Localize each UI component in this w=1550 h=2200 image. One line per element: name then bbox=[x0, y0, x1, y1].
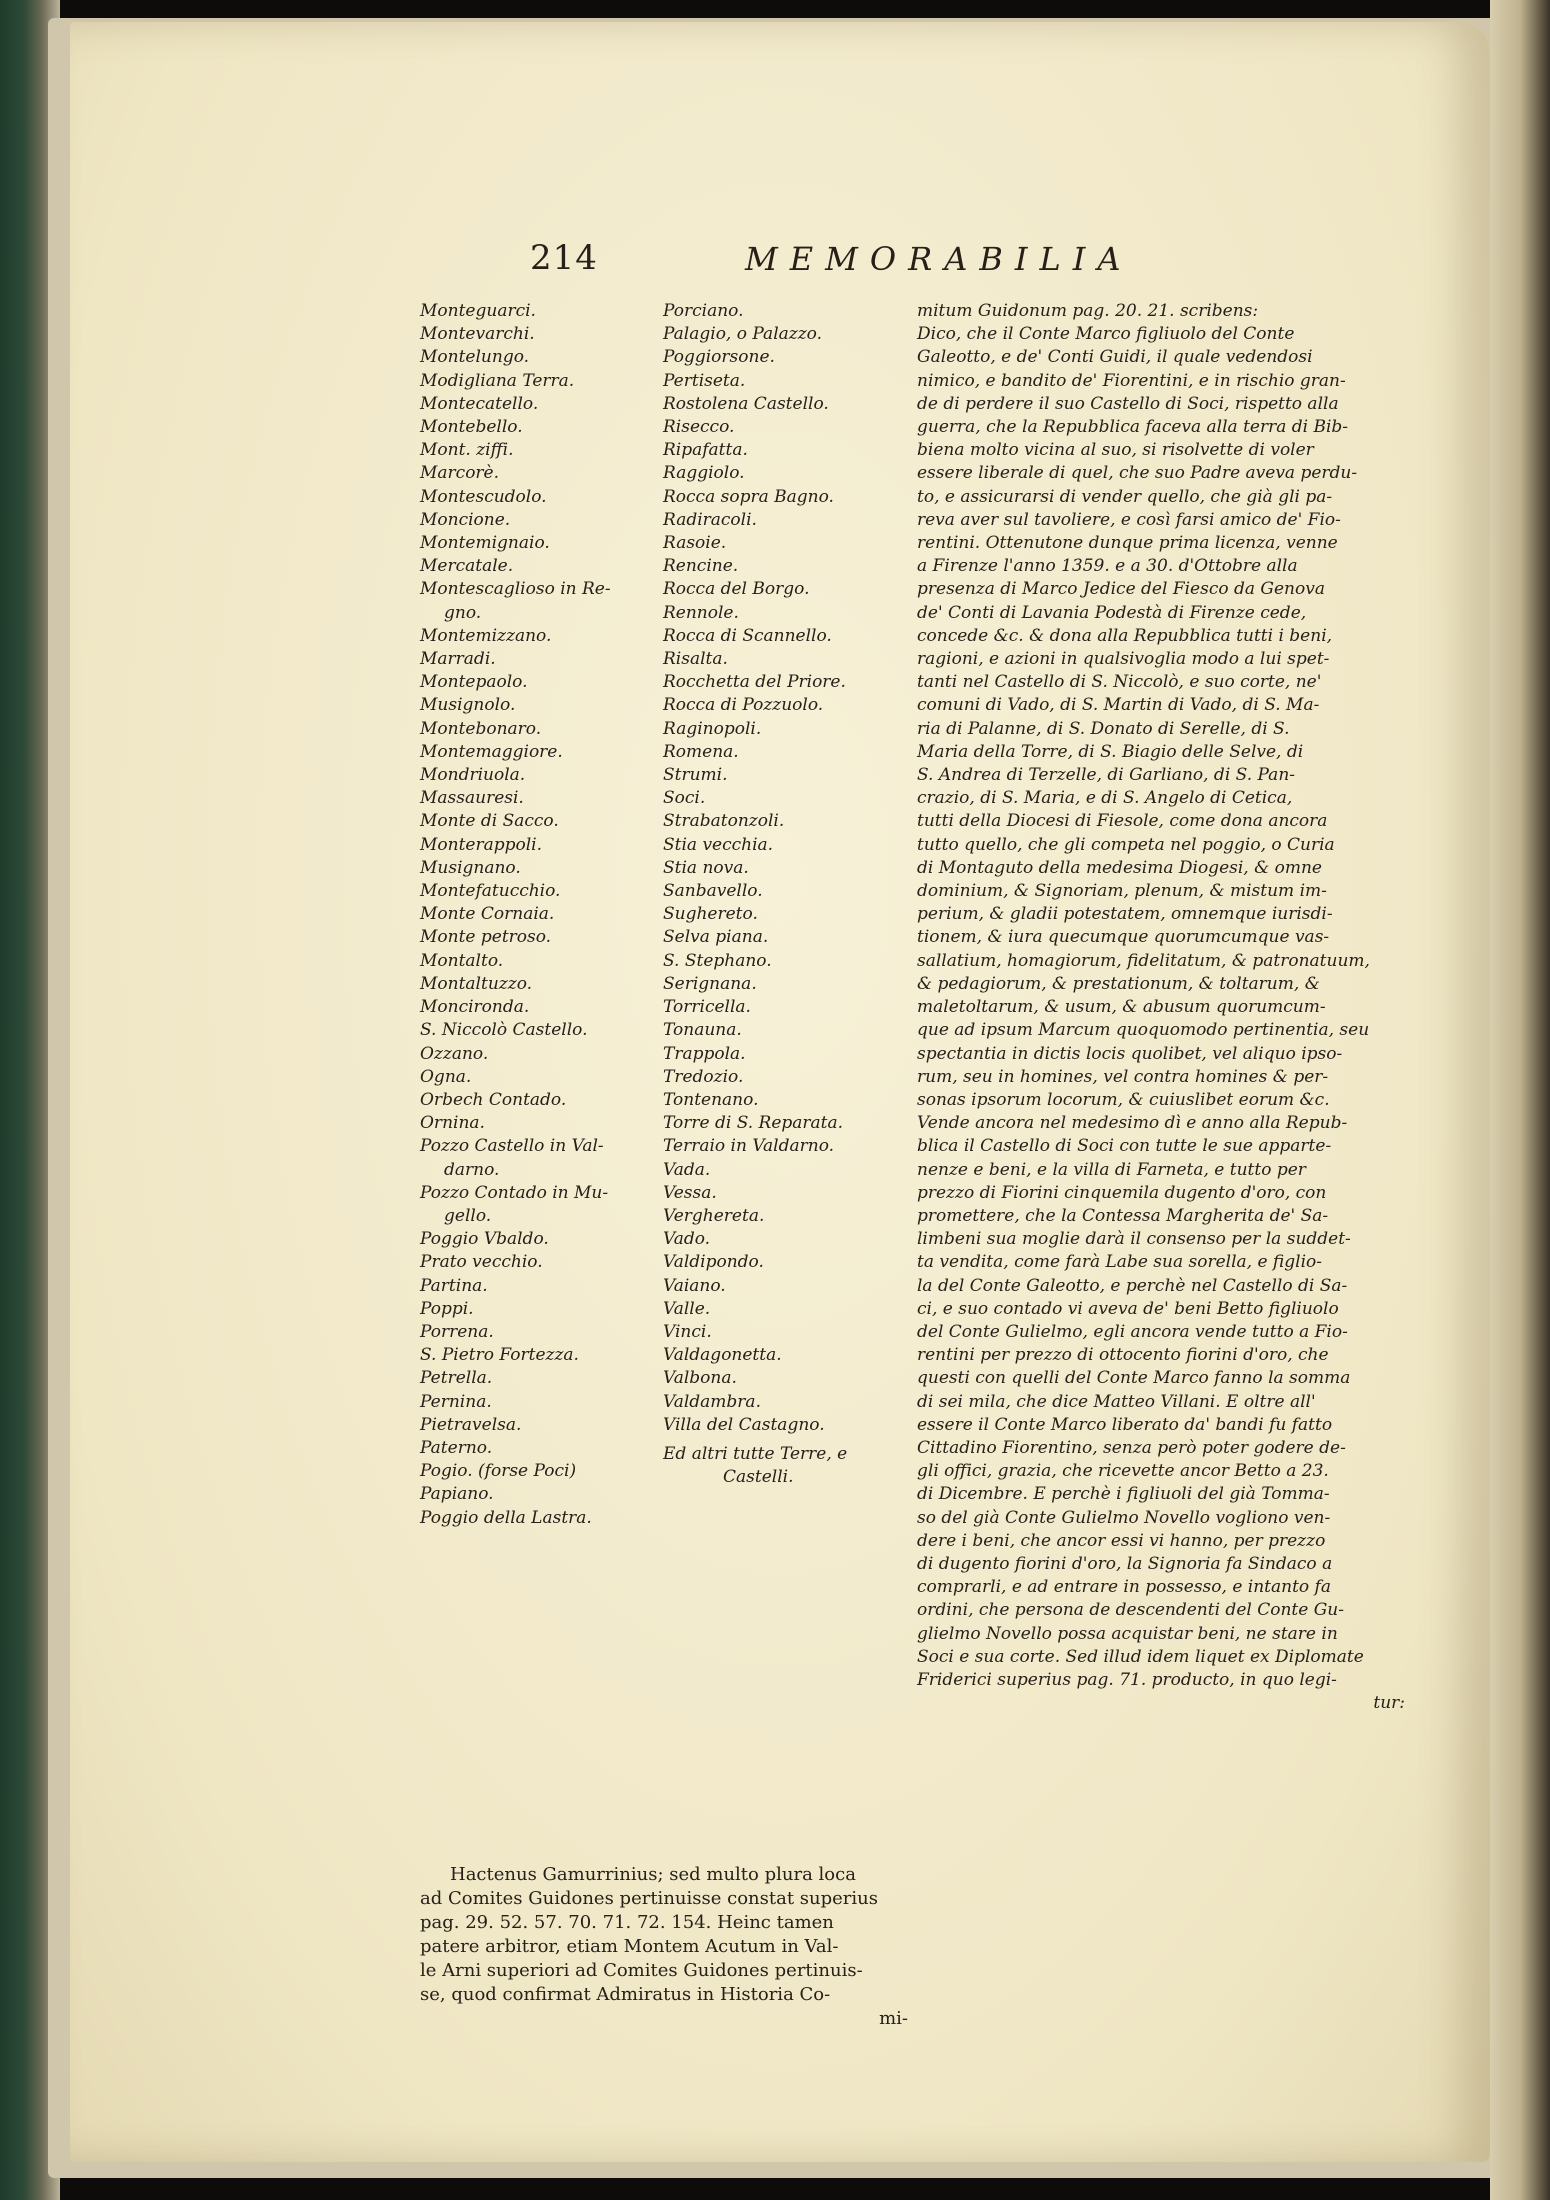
text-line: ta vendita, come farà Labe sua sorella, e figlio- bbox=[917, 1252, 1322, 1273]
text-line: Friderici superius pag. 71. producto, in quo legi- bbox=[917, 1669, 1337, 1690]
text-line: di sei mila, che dice Matteo Villani. E oltre all' bbox=[917, 1391, 1316, 1412]
text-line: di Montaguto della medesima Diogesi, & omne bbox=[917, 857, 1322, 878]
place-name: Poggio Vbaldo. bbox=[420, 1229, 549, 1250]
place-name: Radiracoli. bbox=[663, 509, 757, 530]
place-name: gello. bbox=[444, 1205, 492, 1226]
page-number: 214 bbox=[530, 238, 598, 278]
place-name: Pozzo Castello in Val- bbox=[420, 1136, 604, 1157]
place-name: Musignolo. bbox=[420, 695, 516, 716]
place-name: Rostolena Castello. bbox=[663, 393, 829, 414]
text-line: sonas ipsorum locorum, & cuiuslibet eorum &c. bbox=[917, 1089, 1330, 1110]
place-name: Serignana. bbox=[663, 973, 757, 994]
place-name: Mercatale. bbox=[420, 556, 514, 577]
text-line: de' Conti di Lavania Podestà di Firenze cede, bbox=[917, 602, 1307, 623]
text-line: S. Andrea di Terzelle, di Garliano, di S. Pan- bbox=[917, 765, 1296, 786]
place-list-column-1 bbox=[420, 300, 660, 1530]
text-line: la del Conte Galeotto, e perchè nel Castello di Sa- bbox=[917, 1275, 1348, 1296]
paragraph-line: ad Comites Guidones pertinuisse constat superius bbox=[420, 1888, 878, 1909]
paragraph-line: le Arni superiori ad Comites Guidones pertinuis- bbox=[420, 1960, 863, 1981]
place-name: Tredozio. bbox=[663, 1066, 744, 1087]
place-name: Montaltuzzo. bbox=[420, 973, 533, 994]
place-name: Marcorè. bbox=[420, 463, 500, 484]
text-line: rentini. Ottenutone dunque prima licenza, venne bbox=[917, 533, 1338, 554]
text-line: rum, seu in homines, vel contra homines & per- bbox=[917, 1066, 1329, 1087]
place-name: Montalto. bbox=[420, 950, 504, 971]
text-line: mitum Guidonum pag. 20. 21. scribens: bbox=[917, 301, 1259, 321]
place-name: Rasoie. bbox=[663, 533, 727, 554]
place-list-column-2-items bbox=[663, 300, 863, 1437]
text-line: di dugento fiorini d'oro, la Signoria fa Sindaco a bbox=[917, 1553, 1333, 1574]
place-name: Vaiano. bbox=[663, 1275, 726, 1296]
place-name: Tontenano. bbox=[663, 1089, 759, 1110]
place-name: Pozzo Contado in Mu- bbox=[420, 1182, 609, 1203]
place-name: Rocca di Pozzuolo. bbox=[663, 695, 824, 716]
text-line: tutti della Diocesi di Fiesole, come dona ancora bbox=[917, 811, 1328, 832]
place-name: Pernina. bbox=[420, 1391, 492, 1412]
text-line: prezzo di Fiorini cinquemila dugento d'oro, con bbox=[917, 1182, 1327, 1203]
place-name: Rocchetta del Priore. bbox=[663, 672, 846, 693]
text-line: que ad ipsum Marcum quoquomodo pertinentia, seu bbox=[917, 1020, 1370, 1041]
place-name: Pietravelsa. bbox=[420, 1414, 522, 1435]
text-line: essere il Conte Marco liberato da' bandi fu fatto bbox=[917, 1414, 1333, 1435]
place-name: Verghereta. bbox=[663, 1205, 765, 1226]
place-name: Poggiorsone. bbox=[663, 347, 775, 368]
place-name: gno. bbox=[444, 602, 482, 623]
paragraph-line: Hactenus Gamurrinius; sed multo plura loca bbox=[450, 1864, 856, 1885]
place-name: Porrena. bbox=[420, 1321, 494, 1342]
place-name: Risecco. bbox=[663, 417, 735, 438]
page-header bbox=[420, 238, 1405, 288]
place-name: Prato vecchio. bbox=[420, 1252, 543, 1273]
text-line: crazio, di S. Maria, e di S. Angelo di Cetica, bbox=[917, 788, 1293, 809]
text-line: essere liberale di quel, che suo Padre aveva perdu- bbox=[917, 463, 1358, 484]
place-name: Valdipondo. bbox=[663, 1252, 764, 1273]
place-name: Strumi. bbox=[663, 765, 728, 786]
place-name: Montecatello. bbox=[420, 393, 539, 414]
place-name: Valle. bbox=[663, 1298, 711, 1319]
text-line: dere i beni, che ancor essi vi hanno, per prezzo bbox=[917, 1530, 1326, 1551]
place-name: Vessa. bbox=[663, 1182, 717, 1203]
place-name: Ripafatta. bbox=[663, 440, 748, 461]
place-name: Terraio in Valdarno. bbox=[663, 1136, 835, 1157]
text-line: maletoltarum, & usum, & abusum quorumcum- bbox=[917, 997, 1326, 1018]
place-name: Raginopoli. bbox=[663, 718, 762, 739]
text-line: ria di Palanne, di S. Donato di Serelle, di S. bbox=[917, 718, 1290, 739]
text-line: nenze e beni, e la villa di Farneta, e tutto per bbox=[917, 1159, 1306, 1180]
text-line: limbeni sua moglie darà il consenso per la suddet- bbox=[917, 1229, 1351, 1250]
place-name: Valbona. bbox=[663, 1368, 737, 1389]
text-line: a Firenze l'anno 1359. e a 30. d'Ottobre alla bbox=[917, 556, 1298, 577]
text-line: tutto quello, che gli competa nel poggio, o Curia bbox=[917, 834, 1335, 855]
place-name: Montemizzano. bbox=[420, 625, 552, 646]
place-name: Ozzano. bbox=[420, 1043, 489, 1064]
text-line: Soci e sua corte. Sed illud idem liquet ex Diplomate bbox=[917, 1646, 1364, 1667]
paragraph-line: se, quod confirmat Admiratus in Historia Co- bbox=[420, 1984, 831, 2005]
place-name: Montelungo. bbox=[420, 347, 530, 368]
place-name: Raggiolo. bbox=[663, 463, 745, 484]
place-name: Porciano. bbox=[663, 301, 744, 321]
place-name: Monterappoli. bbox=[420, 834, 543, 855]
place-name: Mondriuola. bbox=[420, 765, 526, 786]
text-line: sallatium, homagiorum, fidelitatum, & patronatuum, bbox=[917, 950, 1370, 971]
text-line: reva aver sul tavoliere, e così farsi amico de' Fio- bbox=[917, 509, 1341, 530]
text-line: comprarli, e ad entrare in possesso, e intanto fa bbox=[917, 1577, 1331, 1598]
place-name: Papiano. bbox=[420, 1484, 494, 1505]
text-line: ragioni, e azioni in qualsivoglia modo a lui spet- bbox=[917, 649, 1330, 670]
place-name: Montescaglioso in Re- bbox=[420, 579, 611, 600]
text-line: di Dicembre. E perchè i figliuoli del già Tomma- bbox=[917, 1484, 1330, 1505]
text-line: spectantia in dictis locis quolibet, vel aliquo ipso- bbox=[917, 1043, 1343, 1064]
place-name: Poggio della Lastra. bbox=[420, 1507, 592, 1528]
text-line: nimico, e bandito de' Fiorentini, e in rischio gran- bbox=[917, 370, 1346, 391]
place-name: S. Niccolò Castello. bbox=[420, 1020, 588, 1041]
place-name: Musignano. bbox=[420, 857, 521, 878]
place-name: Selva piana. bbox=[663, 927, 769, 948]
text-line: guerra, che la Repubblica faceva alla terra di Bib- bbox=[917, 417, 1349, 438]
place-name: Montescudolo. bbox=[420, 486, 547, 507]
place-name: Soci. bbox=[663, 788, 706, 809]
text-line: so del già Conte Gulielmo Novello vogliono ven- bbox=[917, 1507, 1331, 1528]
place-name: Montevarchi. bbox=[420, 324, 535, 345]
place-name: Modigliana Terra. bbox=[420, 370, 575, 391]
place-name: Palagio, o Palazzo. bbox=[663, 324, 823, 345]
place-name: Montepaolo. bbox=[420, 672, 528, 693]
place-name: Monte petroso. bbox=[420, 927, 552, 948]
text-line: ci, e suo contado vi aveva de' beni Betto figliuolo bbox=[917, 1298, 1339, 1319]
place-name: Poppi. bbox=[420, 1298, 474, 1319]
place-name: Monte Cornaia. bbox=[420, 904, 555, 925]
place-name: Ornina. bbox=[420, 1113, 485, 1134]
quoted-text-column bbox=[917, 300, 1405, 1715]
place-name: Moncironda. bbox=[420, 997, 530, 1018]
text-line: tur: bbox=[1373, 1693, 1405, 1714]
text-line: dominium, & Signoriam, plenum, & mistum im- bbox=[917, 881, 1327, 902]
place-name: Torre di S. Reparata. bbox=[663, 1113, 844, 1134]
place-list-column-2 bbox=[663, 300, 863, 1489]
paragraph-line: mi- bbox=[879, 2008, 908, 2029]
running-title: MEMORABILIA bbox=[745, 240, 1133, 278]
place-name: Valdambra. bbox=[663, 1391, 761, 1412]
place-name: Partina. bbox=[420, 1275, 488, 1296]
place-name: Massauresi. bbox=[420, 788, 524, 809]
place-name: Tonauna. bbox=[663, 1020, 742, 1041]
place-name: Ogna. bbox=[420, 1066, 472, 1087]
text-line: de di perdere il suo Castello di Soci, rispetto alla bbox=[917, 393, 1339, 414]
place-name: Risalta. bbox=[663, 649, 728, 670]
right-page-edge bbox=[1490, 0, 1550, 2200]
column-2-closing-note bbox=[663, 1443, 863, 1489]
place-name: Pogio. (forse Poci) bbox=[420, 1461, 577, 1482]
place-name: Pertiseta. bbox=[663, 370, 746, 391]
place-name: Torricella. bbox=[663, 997, 751, 1018]
text-line: tionem, & iura quecumque quorumcumque vas- bbox=[917, 927, 1330, 948]
latin-paragraph bbox=[420, 1863, 908, 2031]
text-line: tanti nel Castello di S. Niccolò, e suo corte, ne' bbox=[917, 672, 1322, 693]
place-name: S. Pietro Fortezza. bbox=[420, 1345, 579, 1366]
text-line: rentini per prezzo di ottocento fiorini d'oro, che bbox=[917, 1345, 1329, 1366]
place-name: Montemaggiore. bbox=[420, 741, 563, 762]
text-line: biena molto vicina al suo, si risolvette di voler bbox=[917, 440, 1314, 461]
place-name: Vada. bbox=[663, 1159, 711, 1180]
place-name: Paterno. bbox=[420, 1437, 493, 1458]
place-name: Rocca di Scannello. bbox=[663, 625, 832, 646]
text-line: glielmo Novello possa acquistar beni, ne stare in bbox=[917, 1623, 1338, 1644]
place-name: Valdagonetta. bbox=[663, 1345, 782, 1366]
place-name: Stia vecchia. bbox=[663, 834, 774, 855]
place-name: Montefatucchio. bbox=[420, 881, 561, 902]
place-name: Sanbavello. bbox=[663, 881, 763, 902]
text-line: comuni di Vado, di S. Martin di Vado, di S. Ma- bbox=[917, 695, 1320, 716]
text-line: Maria della Torre, di S. Biagio delle Selve, di bbox=[917, 741, 1304, 762]
place-name: Rencine. bbox=[663, 556, 739, 577]
text-line: del Conte Gulielmo, egli ancora vende tutto a Fio- bbox=[917, 1321, 1348, 1342]
text-line: to, e assicurarsi di vender quello, che già gli pa- bbox=[917, 486, 1333, 507]
place-name: Rocca sopra Bagno. bbox=[663, 486, 834, 507]
place-name: Moncione. bbox=[420, 509, 511, 530]
place-name: Rocca del Borgo. bbox=[663, 579, 810, 600]
closing-note-line: Ed altri tutte Terre, e bbox=[663, 1443, 848, 1464]
text-line: Cittadino Fiorentino, senza però poter godere de- bbox=[917, 1437, 1346, 1458]
text-line: ordini, che persona de descendenti del Conte Gu- bbox=[917, 1600, 1344, 1621]
text-line: Galeotto, e de' Conti Guidi, il quale vedendosi bbox=[917, 347, 1313, 368]
place-name: Marradi. bbox=[420, 649, 496, 670]
text-line: perium, & gladii potestatem, omnemque iurisdi- bbox=[917, 904, 1333, 925]
place-name: Strabatonzoli. bbox=[663, 811, 785, 832]
place-name: Montemignaio. bbox=[420, 533, 550, 554]
text-line: promettere, che la Contessa Margherita de' Sa- bbox=[917, 1205, 1329, 1226]
text-line: & pedagiorum, & prestationum, & toltarum, & bbox=[917, 973, 1320, 994]
place-name: Vado. bbox=[663, 1229, 711, 1250]
place-name: Monte di Sacco. bbox=[420, 811, 559, 832]
text-line: presenza di Marco Jedice del Fiesco da Genova bbox=[917, 579, 1325, 600]
place-name: Mont. ziffi. bbox=[420, 440, 514, 461]
text-line: questi con quelli del Conte Marco fanno la somma bbox=[917, 1368, 1351, 1389]
paragraph-line: patere arbitror, etiam Montem Acutum in Val- bbox=[420, 1936, 839, 1957]
closing-note-line: Castelli. bbox=[723, 1467, 794, 1488]
place-name: Vinci. bbox=[663, 1321, 712, 1342]
place-name: Stia nova. bbox=[663, 857, 749, 878]
text-line: Dico, che il Conte Marco figliuolo del Conte bbox=[917, 324, 1295, 345]
place-name: Petrella. bbox=[420, 1368, 493, 1389]
place-name: Monteguarci. bbox=[420, 301, 536, 321]
place-name: Villa del Castagno. bbox=[663, 1414, 825, 1435]
text-line: Vende ancora nel medesimo dì e anno alla Repub- bbox=[917, 1113, 1348, 1134]
text-line: concede &c. & dona alla Repubblica tutti i beni, bbox=[917, 625, 1333, 646]
text-line: blica il Castello di Soci con tutte le sue apparte- bbox=[917, 1136, 1332, 1157]
place-name: Montebonaro. bbox=[420, 718, 542, 739]
place-name: Romena. bbox=[663, 741, 739, 762]
place-name: S. Stephano. bbox=[663, 950, 772, 971]
place-name: darno. bbox=[444, 1159, 500, 1180]
place-name: Rennole. bbox=[663, 602, 739, 623]
paragraph-line: pag. 29. 52. 57. 70. 71. 72. 154. Heinc tamen bbox=[420, 1912, 834, 1933]
place-name: Sughereto. bbox=[663, 904, 758, 925]
place-name: Trappola. bbox=[663, 1043, 746, 1064]
place-name: Montebello. bbox=[420, 417, 523, 438]
place-name: Orbech Contado. bbox=[420, 1089, 567, 1110]
text-line: gli offici, grazia, che ricevette ancor Betto a 23. bbox=[917, 1461, 1329, 1482]
